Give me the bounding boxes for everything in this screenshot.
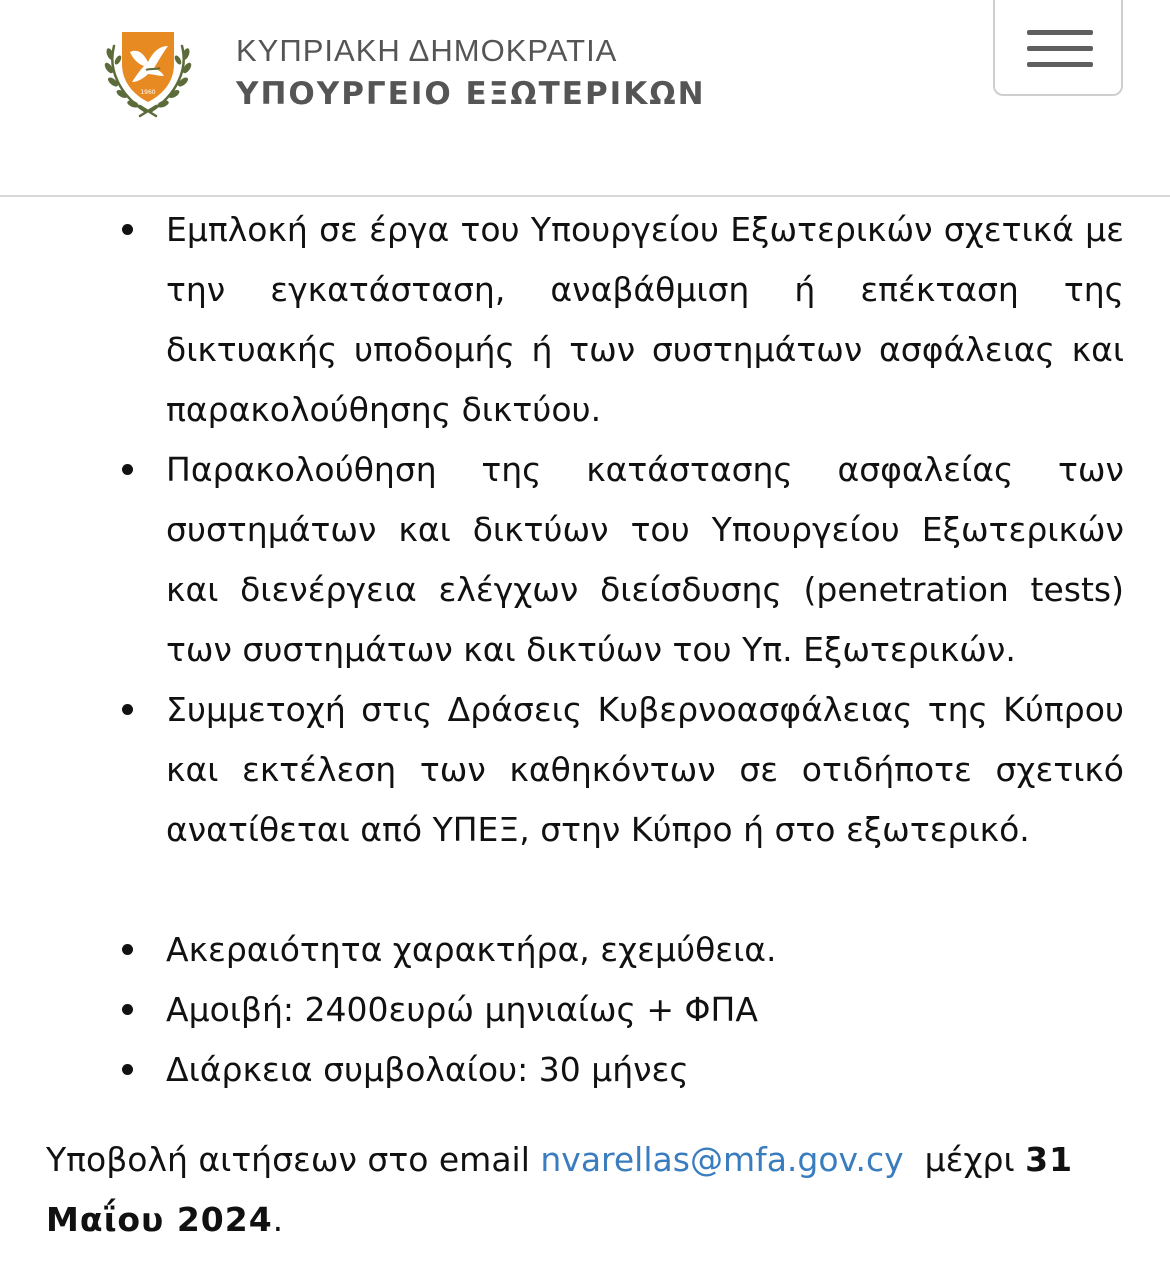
email-link[interactable]: nvarellas@mfa.gov.cy [540, 1140, 904, 1179]
deadline-date: 31 Μαΐου 2024 [46, 1140, 1074, 1239]
list-item-text: Εμπλοκή σε έργα του Υπουργείου Εξωτερικών σχετικά με την εγκατάσταση, αναβάθμιση ή επέκταση της δικτυακής υποδομής ή των συστημάτων ασφάλειας και παρακολούθησης δικτύου. [166, 210, 1124, 429]
list-item [166, 920, 1124, 980]
hamburger-menu-icon-bar [1027, 46, 1093, 51]
brand-title-line2[interactable]: ΥΠΟΥΡΓΕΙΟ ΕΞΩΤΕΡΙΚΩΝ [236, 76, 706, 112]
list-item-text: Ακεραιότητα χαρακτήρα, εχεμύθεια. [166, 930, 777, 969]
cyprus-coat-of-arms-icon[interactable] [100, 24, 196, 120]
footer-suffix: . [272, 1200, 284, 1239]
bullet-icon [122, 1004, 133, 1015]
bullet-icon [122, 944, 133, 955]
list-item-text: Συμμετοχή στις Δράσεις Κυβερνοασφάλειας της Κύπρου και εκτέλεση των καθηκόντων σε οτιδήποτε σχετικό ανατίθεται από ΥΠΕΞ, στην Κύπρο ή στο εξωτερικό. [166, 690, 1124, 849]
bullet-icon [122, 1064, 133, 1075]
list-item [166, 440, 1124, 680]
application-instructions [46, 1130, 1124, 1250]
bullet-icon [122, 464, 133, 475]
list-item [166, 980, 1124, 1040]
list-item [166, 200, 1124, 440]
list-item [166, 1040, 1124, 1100]
brand-title-line1[interactable]: ΚΥΠΡΙΑΚΗ ΔΗΜΟΚΡΑΤΙΑ [236, 33, 618, 68]
footer-prefix: Υποβολή αιτήσεων στο email [46, 1140, 541, 1179]
list-item-text: Διάρκεια συμβολαίου: 30 μήνες [166, 1050, 689, 1089]
menu-button[interactable] [993, 0, 1123, 96]
site-header [0, 0, 1170, 197]
hamburger-menu-icon-bar [1027, 62, 1093, 67]
hamburger-menu-icon [1027, 30, 1093, 35]
bullet-icon [122, 704, 133, 715]
list-item [166, 680, 1124, 860]
bullet-icon [122, 224, 133, 235]
footer-middle: μέχρι [903, 1140, 1026, 1179]
list-item-text: Παρακολούθηση της κατάστασης ασφαλείας των συστημάτων και δικτύων του Υπουργείου Εξωτερικών και διενέργεια ελέγχων διείσδυσης (penetration tests) των συστημάτων και δικτύων του Υπ. Εξωτερικών. [166, 450, 1124, 669]
list-item-text: Αμοιβή: 2400ευρώ μηνιαίως + ΦΠΑ [166, 990, 758, 1029]
emblem-year: 1960 [140, 89, 156, 96]
